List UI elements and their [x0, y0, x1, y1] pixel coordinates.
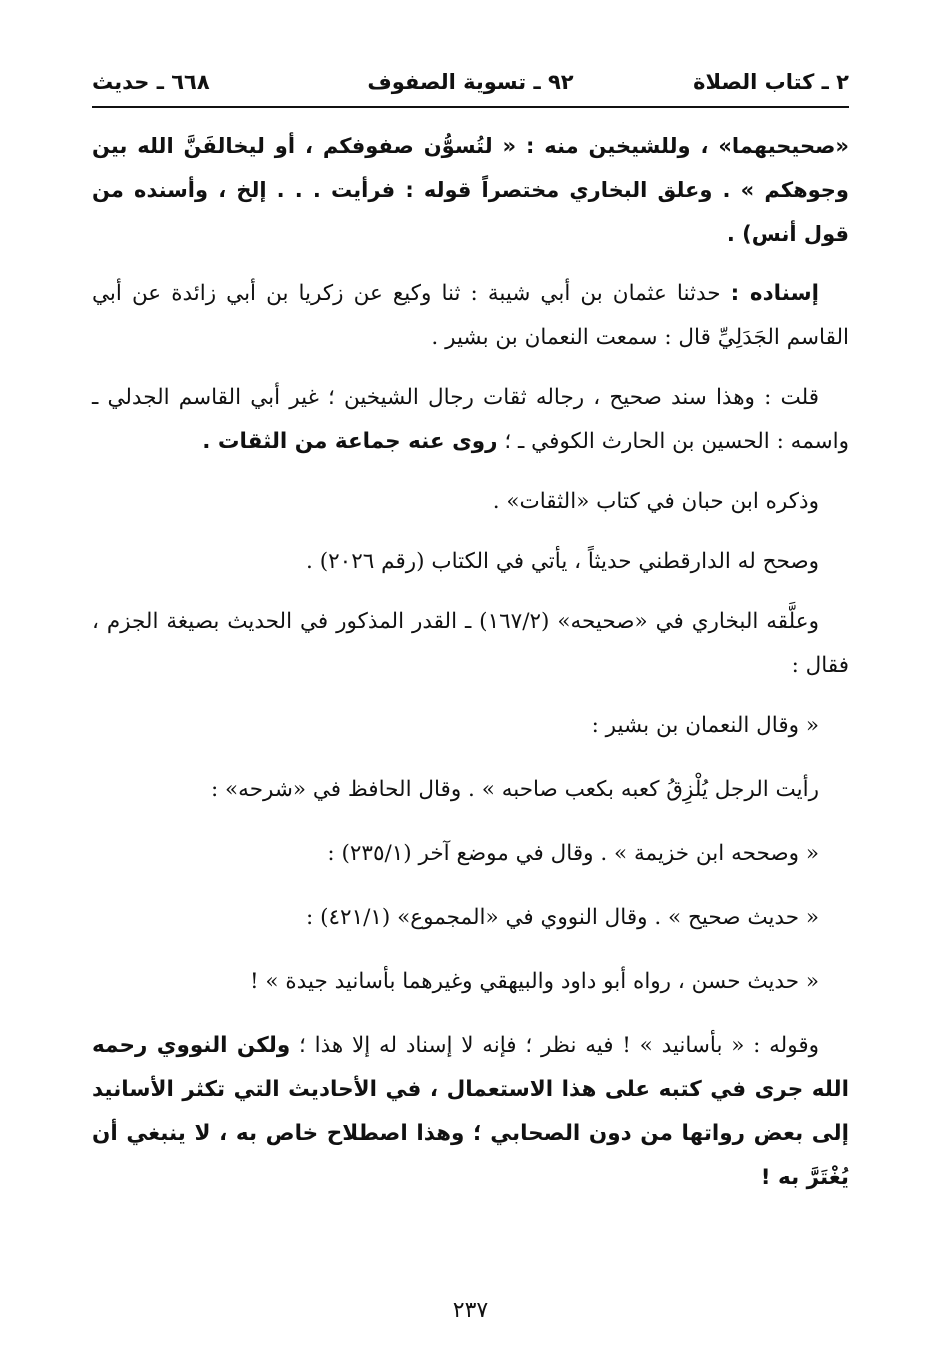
body-text [92, 124, 849, 1216]
paragraph-ibn-hibban: وذكره ابن حبان في كتاب «الثقات» . [492, 489, 819, 514]
quote-line: رأيت الرجل يُلْزِقُ كعبه بكعب صاحبه » . وقال الحافظ في «شرحه» : [210, 777, 819, 802]
quote-line: « وصححه ابن خزيمة » . وقال في موضع آخر (٢٣٥/١) : [327, 841, 819, 866]
paragraph-daraqutni: وصحح له الدارقطني حديثاً ، يأتي في الكتاب (رقم ٢٠٢٦) . [306, 549, 819, 574]
quote-line: « حديث صحيح » . وقال النووي في «المجموع» (٤٢١/١) : [306, 905, 819, 930]
paragraph-takhrij-end: «صحيحيهما» ، وللشيخين منه : « لتُسوُّن صفوفكم ، أو ليخالفَنَّ الله بين وجوهكم » . وعلق البخاري مختصراً قوله : فرأيت . . . إلخ ، وأسنده من قول أنس) . [92, 134, 849, 246]
critique-text-bold: ولكن النووي رحمه الله جرى في كتبه على هذا الاستعمال ، في الأحاديث التي تكثر الأسانيد إلى بعض رواتها من دون الصحابي ؛ وهذا اصطلاح خاص به ، لا ينبغي أن يُغْتَرَّ به ! [92, 1033, 849, 1190]
quote-line: « وقال النعمان بن بشير : [591, 713, 819, 738]
paragraph-grading [92, 376, 849, 464]
header-hadith-number: ٦٦٨ ـ حديث [92, 70, 210, 94]
paragraph-isnad [92, 272, 849, 360]
header-chapter: ٢ ـ كتاب الصلاة [693, 70, 849, 94]
running-header [92, 70, 849, 102]
grading-text: قلت : وهذا سند صحيح ، رجاله ثقات رجال الشيخين ؛ غير أبي القاسم الجدلي ـ واسمه : الحسين بن الحارث الكوفي ـ ؛ [92, 385, 849, 454]
paragraph-bukhari: وعلَّقه البخاري في «صحيحه» (١٦٧/٢) ـ القدر المذكور في الحديث بصيغة الجزم ، فقال : [92, 609, 849, 678]
paragraph-critique [92, 1024, 849, 1200]
header-rule [92, 106, 849, 108]
header-section: ٩٢ ـ تسوية الصفوف [367, 70, 574, 94]
grading-text-bold: روى عنه جماعة من الثقات . [202, 429, 498, 454]
page-number: ٢٣٧ [452, 1298, 489, 1323]
critique-text: وقوله : « بأسانيد » ! فيه نظر ؛ فإنه لا إسناد له إلا هذا ؛ [290, 1033, 820, 1058]
quote-line: « حديث حسن ، رواه أبو داود والبيهقي وغيرهما بأسانيد جيدة » ! [249, 969, 819, 994]
isnad-text: حدثنا عثمان بن أبي شيبة : ثنا وكيع عن زكريا بن أبي زائدة عن أبي القاسم الجَدَلِيِّ قال : سمعت النعمان بن بشير . [92, 281, 849, 350]
isnad-label: إسناده : [730, 281, 819, 306]
